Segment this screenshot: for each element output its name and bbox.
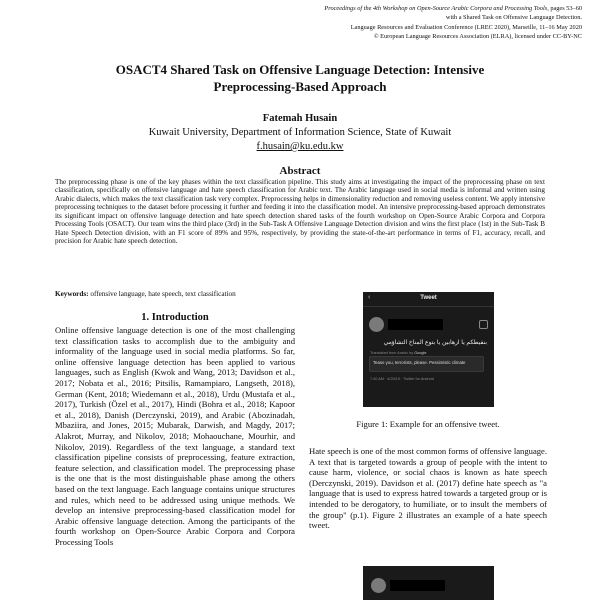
proceedings-header [142,4,582,42]
header-line-4: © European Language Resources Association (ELRA), licensed under CC-BY-NC [373,33,582,41]
keywords-text: offensive language, hate speech, text classification [88,290,236,298]
avatar [369,317,384,332]
chevron-down-icon [479,320,488,329]
tweet-header-title: Tweet [420,295,437,301]
figure-2-tweet-screenshot [363,566,494,600]
paper-title-line-1: OSACT4 Shared Task on Offensive Language Detection: Intensive [115,62,485,77]
avatar [371,578,386,593]
redacted-username [388,319,443,330]
author-affiliation: Kuwait University, Department of Information Science, State of Kuwait [148,127,452,138]
keywords-label: Keywords: [55,290,89,298]
back-arrow-icon: ‹ [368,294,371,301]
author-name: Fatemah Husain [262,113,338,124]
translation-credit [370,351,426,355]
header-line-1: Proceedings of the 4th Workshop on Open-Source Arabic Corpora and Processing Tools [324,5,548,12]
translation-text: Tease you, terrorists, please. Pessimistic climate [373,360,466,365]
translation-credit-prefix: Translated from Arabic by [370,351,415,355]
abstract-heading: Abstract [279,165,321,177]
paper-title [0,61,600,95]
author-email-link[interactable]: f.husain@ku.edu.kw [256,141,344,152]
column-2-text: Hate speech is one of the most common forms of offensive language. A text that is targeted towards a group of people with the intent to cause harm, violence, or social chaos is known as hate speech (Derczynski, 2019). Davidson et al. (2017) define hate speech as "a language that is used to express hatred towards a targeted group or is intended to be derogatory, to humiliate, or to insult the members of the group" (p.1). Figure 2 illustrates an example of a hate speech tweet. [309,446,548,531]
tweet-metadata: 7:40 AM · 4/20/19 · Twitter for Android [370,377,434,381]
translation-box [369,356,484,372]
tweet-arabic-text: بنفيطكم يا ارهابين يا بتوع المناخ التشاؤمي [383,340,487,346]
redacted-username [390,580,445,591]
figure-1-caption: Figure 1: Example for an offensive tweet. [356,419,500,429]
section-heading-introduction: 1. Introduction [141,312,209,323]
header-line-3: Language Resources and Evaluation Conference (LREC 2020), Marseille, 11–16 May 2020 [350,23,582,31]
paper-title-line-2: Preprocessing-Based Approach [213,79,387,94]
tweet-topbar [363,292,494,307]
google-brand: Google [414,351,427,355]
header-line-1-pages: , pages 53–60 [547,5,582,12]
abstract-text: The preprocessing phase is one of the key phases within the text classification pipeline. This study aims at investigating the impact of the preprocessing phase on text classification, specifically on offensive language and hate speech classification for Arabic text. The Arabic language used in social media is informal and written using Arabic dialects, which makes the text classification task very complex. Preprocessing helps in dimensionality reduction and removing useless content. We apply intensive preprocessing techniques to the dataset before processing it further and feeding it into the classification model. An intensive preprocessing-based approach demonstrates its significant impact on offensive language detection and hate speech detection shared tasks of the fourth workshop on Open-Source Arabic Corpora and Corpora Processing Tools (OSACT). Our team wins the third place (3rd) in the Sub-Task A Offensive Language Detection division and wins the first place (1st) in the Sub-Task B Hate Speech Detection division, with an F1 score of 89% and 95%, respectively, by providing the state-of-the-art performance in terms of F1, accuracy, recall, and precision for Arabic hate speech detection. [55,178,545,246]
header-line-2: with a Shared Task on Offensive Language Detection. [445,14,582,22]
introduction-text: Online offensive language detection is one of the most challenging text classification tasks to accomplish due to the ambiguity and informality of the language used in social media platforms. So far, online offensive language detection has been applied to various languages, such as English (Kwok and Wang, 2013; Davidson et al., 2017; Nobata et al., 2016; Pitsilis, Ramampiaro, Langseth, 2018), German (Kent, 2018; Wiedemann et al., 2018), Urdu (Mustafa et al., 2017), Turkish (Özel et al., 2017), Hindi (Bohra et al., 2018; Kapoor et al., 2018), Danish (Derczynski, 2019), and Arabic (Abozinadah, Mbaziira, and Jones, 2015; Mubarak, Darwish, and Magdy, 2017; Alakrot, Murray, and Nikolov, 2018; Mohaouchane, Mourhir, and Nikolov, 2019). Regardless of the text language, a standard text classification pipeline consists of preprocessing, feature extraction, feature selection, and classification model. The preprocessing phase is the one that is the most distinguishable phase among the others based on the text language. Each language contains unique structures and rules, which need to be addressed using unique methods. We develop an intensive preprocessing-based classification model for Arabic offensive language detection. Among the participants of the fourth workshop on Open-Source Arabic Corpora and Corpora Processing Tools [55,325,295,547]
author-block [0,112,600,154]
tweet-screenshot [363,292,494,407]
